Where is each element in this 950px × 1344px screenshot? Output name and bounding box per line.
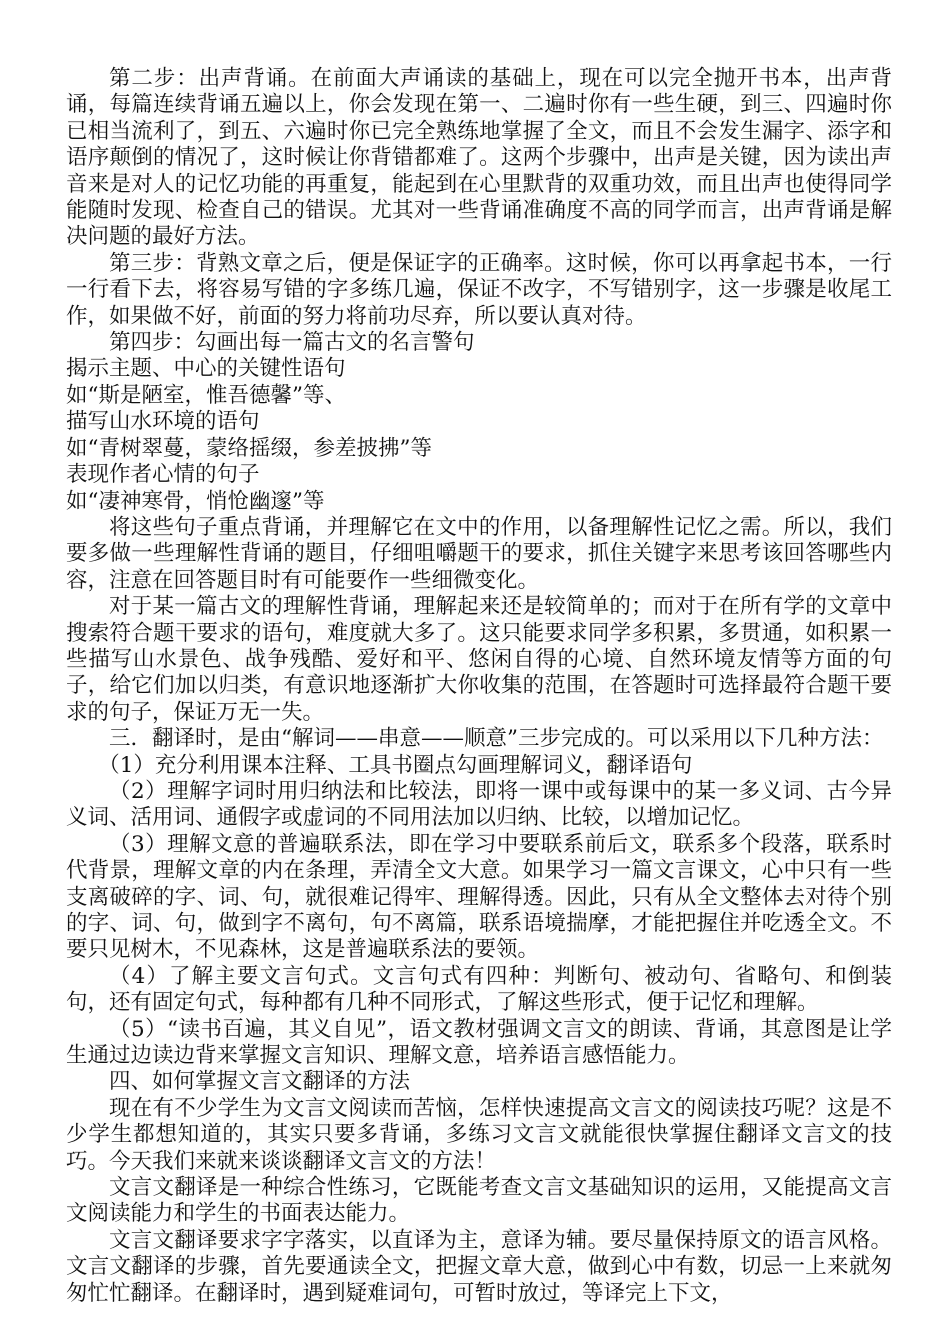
label-mood-sentences: 表现作者心情的句子	[66, 462, 260, 488]
paragraph-translation-steps: 文言文翻译要求字字落实，以直译为主，意译为辅。要尽量保持原文的语言风格。文言文翻译的步骤，首先要通读全文，把握文章大意，做到心中有数，切忌一上来就匆匆忙忙翻译。在翻译时，遇到疑难词句，可暂时放过，等译完上下文，	[66, 1227, 892, 1306]
paragraph-translation-practice: 文言文翻译是一种综合性练习，它既能考查文言文基础知识的运用，又能提高文言文阅读能力和学生的书面表达能力。	[66, 1175, 892, 1227]
paragraph-step-four: 第四步：勾画出每一篇古文的名言警句	[109, 330, 475, 356]
document-page	[66, 66, 892, 1307]
method-item-3: （3）理解文意的普遍联系法，即在学习中要联系前后文，联系多个段落，联系时代背景，理解文章的内在条理，弄清全文大意。如果学习一篇文言课文，心中只有一些支离破碎的字、词、句，就很难记得牢、理解得透。因此，只有从全文整体去对待个别的字、词、句，做到字不离句，句不离篇，联系语境揣摩，才能把握住并吃透全文。不要只见树木，不见森林，这是普遍联系法的要领。	[66, 831, 892, 963]
method-item-4: （4）了解主要文言句式。文言句式有四种：判断句、被动句、省略句、和倒装句，还有固定句式，每种都有几种不同形式，了解这些形式，便于记忆和理解。	[66, 963, 892, 1016]
section-three-heading: 三．翻译时，是由“解词——串意——顺意”三步完成的。可以采用以下几种方法：	[109, 726, 884, 752]
method-item-5: （5）“读书百遍，其义自见”，语文教材强调文言文的朗读、背诵，其意图是让学生通过边读边背来掌握文言知识、理解文意，培养语言感悟能力。	[66, 1016, 892, 1069]
label-landscape-sentences: 描写山水环境的语句	[66, 409, 260, 435]
paragraph-comprehension: 对于某一篇古文的理解性背诵，理解起来还是较简单的；而对于在所有学的文章中搜索符合题干要求的语句，难度就大多了。这只能要求同学多积累，多贯通，如积累一些描写山水景色、战争残酷、爱好和平、悠闲自得的心境、自然环境友情等方面的句子，给它们加以归类，有意识地逐渐扩大你收集的范围，在答题时可选择最符合题干要求的句子，保证万无一失。	[66, 594, 892, 725]
label-theme-sentences: 揭示主题、中心的关键性语句	[66, 356, 346, 382]
method-item-1: （1）充分利用课本注释、工具书圈点勾画理解词义，翻译语句	[98, 752, 693, 778]
example-theme: 如“斯是陋室，惟吾德馨”等、	[66, 382, 346, 408]
paragraph-intro-translation: 现在有不少学生为文言文阅读而苦恼，怎样快速提高文言文的阅读技巧呢？这是不少学生都想知道的，其实只要多背诵，多练习文言文就能很快掌握住翻译文言文的技巧。今天我们来就来谈谈翻译文言文的方法！	[66, 1095, 892, 1174]
paragraph-step-two: 第二步：出声背诵。在前面大声诵读的基础上，现在可以完全抛开书本，出声背诵，每篇连续背诵五遍以上，你会发现在第一、二遍时你有一些生硬，到三、四遍时你已相当流利了，到五、六遍时你已完全熟练地掌握了全文，而且不会发生漏字、添字和语序颠倒的情况了，这时候让你背错都难了。这两个步骤中，出声是关键，因为读出声音来是对人的记忆功能的再重复，能起到在心里默背的双重功效，而且出声也使得同学能随时发现、检查自己的错误。尤其对一些背诵准确度不高的同学而言，出声背诵是解决问题的最好方法。	[66, 66, 892, 250]
paragraph-step-three: 第三步：背熟文章之后，便是保证字的正确率。这时候，你可以再拿起书本，一行一行看下去，将容易写错的字多练几遍，保证不改字，不写错别字，这一步骤是收尾工作，如果做不好，前面的努力将前功尽弃，所以要认真对待。	[66, 250, 892, 329]
section-four-heading: 四、如何掌握文言文翻译的方法	[109, 1069, 411, 1095]
paragraph-key-recitation: 将这些句子重点背诵，并理解它在文中的作用，以备理解性记忆之需。所以，我们要多做一些理解性背诵的题目，仔细咀嚼题干的要求，抓住关键字来思考该回答哪些内容，注意在回答题目时有可能要作一些细微变化。	[66, 514, 892, 593]
example-landscape: 如“青树翠蔓，蒙络摇缀，参差披拂”等	[66, 435, 432, 461]
method-item-2: （2）理解字词时用归纳法和比较法，即将一课中或每课中的某一多义词、古今异义词、活用词、通假字或虚词的不同用法加以归纳、比较，以增加记忆。	[66, 778, 892, 831]
example-mood: 如“凄神寒骨，悄怆幽邃”等	[66, 488, 325, 514]
